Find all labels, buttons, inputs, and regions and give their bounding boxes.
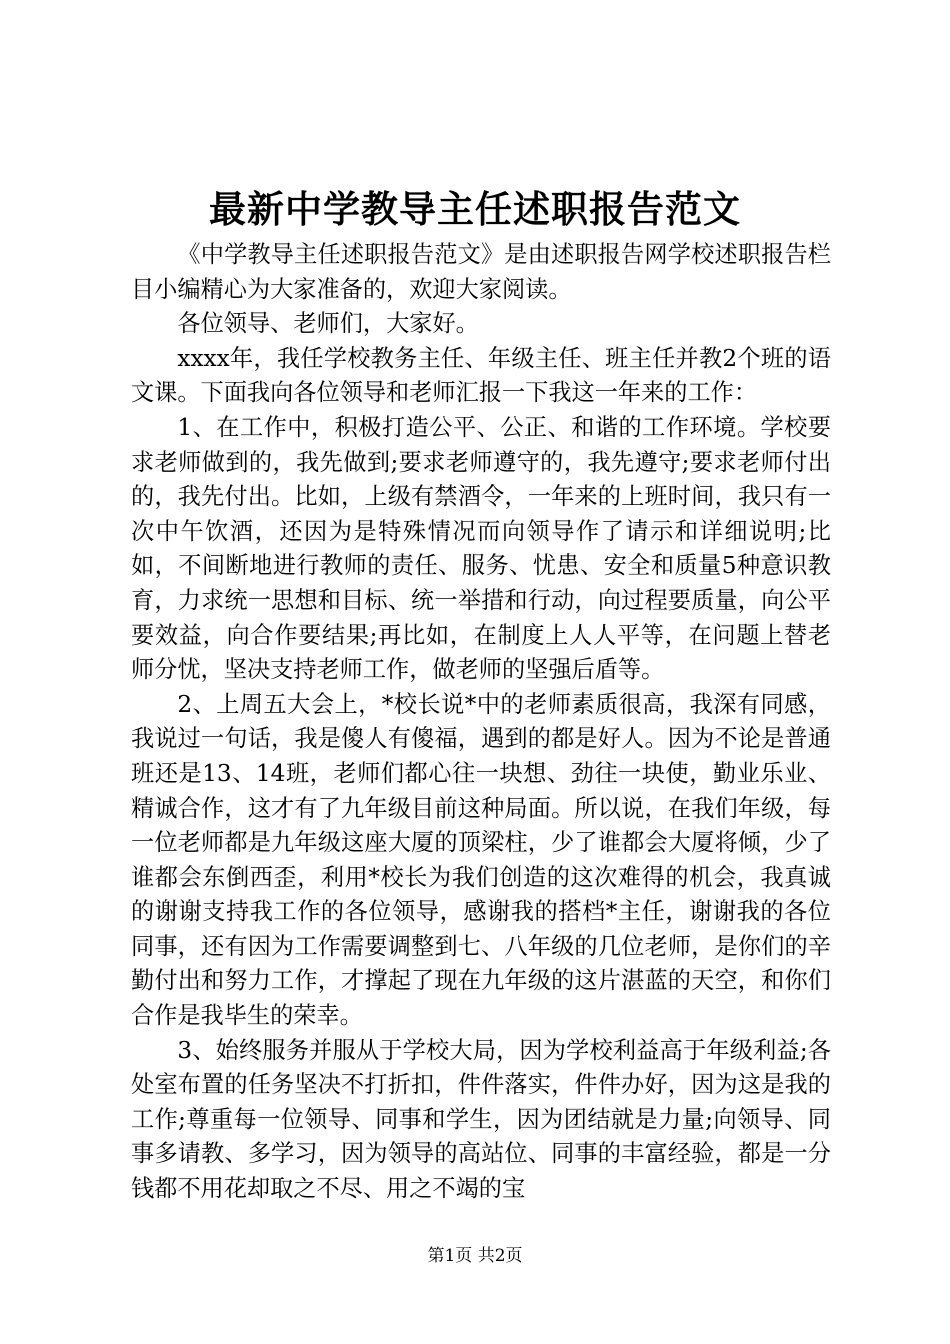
paragraph-point-3: 3、始终服务并服从于学校大局，因为学校利益高于年级利益;各处室布置的任务坚决不打折扣，件件落实，件件办好，因为这是我的工作;尊重每一位领导、同事和学生，因为团结就是力量;向领导、同事多请教、多学习，因为领导的高站位、同事的丰富经验，都是一分钱都不用花却取之不尽、用之不竭的宝 (131, 1036, 831, 1203)
document-title: 最新中学教导主任述职报告范文 (209, 187, 741, 231)
paragraph-point-1: 1、在工作中，积极打造公平、公正、和谐的工作环境。学校要求老师做到的，我先做到;要求老师遵守的，我先遵守;要求老师付出的，我先付出。比如，上级有禁酒令，一年来的上班时间，我只有一次中午饮酒，还因为是特殊情况而向领导作了请示和详细说明;比如，不间断地进行教师的责任、服务、忧患、安全和质量5种意识教育，力求统一思想和目标、统一举措和行动，向过程要质量，向公平要效益，向合作要结果;再比如，在制度上人人平等，在问题上替老师分忧，坚决支持老师工作，做老师的坚强后盾等。 (131, 413, 831, 684)
page-number-footer: 第1页 共2页 (427, 1246, 523, 1266)
paragraph-point-2: 2、上周五大会上，*校长说*中的老师素质很高，我深有同感，我说过一句话，我是傻人有傻福，遇到的都是好人。因为不论是普通班还是13、14班，老师们都心往一块想、劲往一块使，勤业乐业、精诚合作，这才有了九年级目前这种局面。所以说，在我们年级，每一位老师都是九年级这座大厦的顶梁柱，少了谁都会大厦将倾，少了谁都会东倒西歪，利用*校长为我们创造的这次难得的机会，我真诚的谢谢支持我工作的各位领导，感谢我的搭档*主任，谢谢我的各位同事，还有因为工作需要调整到七、八年级的几位老师，是你们的辛勤付出和努力工作，才撑起了现在九年级的这片湛蓝的天空，和你们合作是我毕生的荣幸。 (131, 690, 831, 1030)
paragraph-overview: xxxx年，我任学校教务主任、年级主任、班主任并教2个班的语文课。下面我向各位领导和老师汇报一下我这一年来的工作： (131, 344, 831, 407)
paragraph-intro: 《中学教导主任述职报告范文》是由述职报告网学校述职报告栏目小编精心为大家准备的，欢迎大家阅读。 (131, 241, 831, 303)
paragraph-greeting: 各位领导、老师们，大家好。 (177, 310, 479, 338)
document-body (131, 238, 831, 1207)
